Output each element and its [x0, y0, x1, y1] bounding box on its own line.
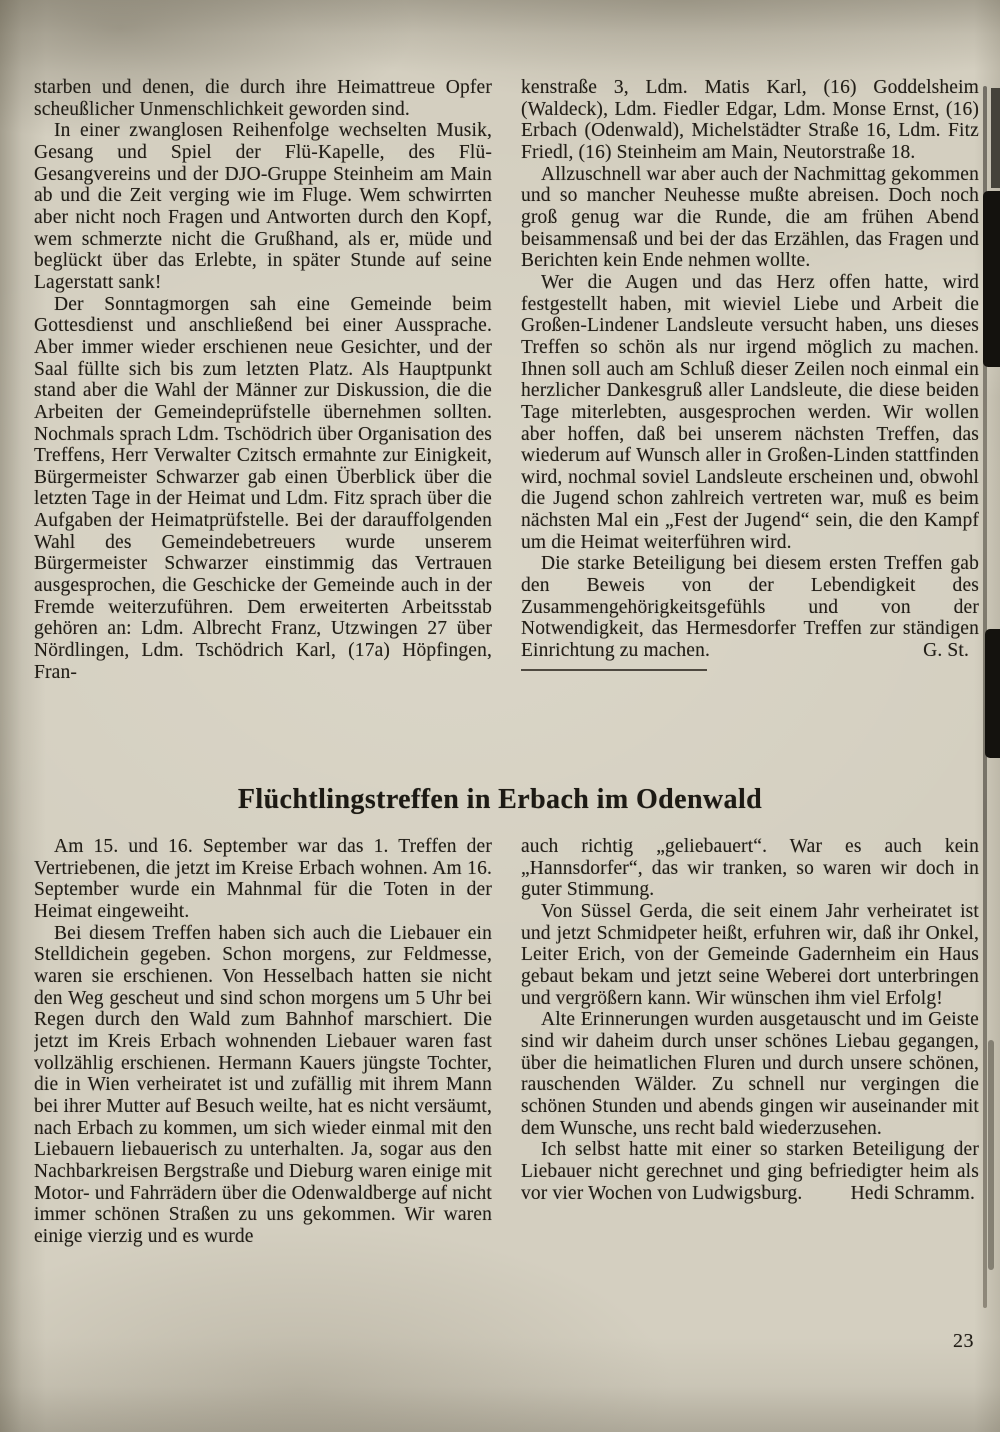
paragraph: auch richtig „geliebauert“. War es auch kein „Hannsdorfer“, das wir tranken, so waren wir doch in guter Stimmung. [521, 836, 979, 901]
paragraph: Allzuschnell war aber auch der Nachmittag gekommen und so mancher Neuhesse mußte abreisen. Doch noch groß genug war die Runde, die am frühen Abend beisammensaß und bei der das Erzählen, das Fragen und Berichten kein Ende nehmen wollte. [521, 163, 979, 272]
top-section-left-column [34, 77, 492, 789]
section-end-rule [521, 669, 707, 671]
paragraph: Wer die Augen und das Herz offen hatte, wird festgestellt haben, mit wieviel Liebe und Arbeit die Großen-Lindener Landsleute versucht haben, uns dieses Treffen so schön als nur irgend möglich zu machen. Ihnen soll auch am Schluß dieser Zeilen noch einmal ein herzlicher Dankesgruß aller Landsleute, die diese beiden Tage miterlebten, ausgesprochen werden. Wir wollen aber hoffen, daß bei unserem nächsten Treffen, das wiederum auf Wunsch aller in Großen-Linden stattfinden wird, nochmal soviel Landsleute erscheinen und, obwohl die Jugend schon zahlreich vertreten war, muß es beim nächsten Mal ein „Fest der Jugend“ sein, die den Kampf um die Heimat weiterführen wird. [521, 271, 979, 553]
paragraph: Am 15. und 16. September war das 1. Treffen der Vertriebenen, die jetzt im Kreise Erbach wohnen. Am 16. September wurde ein Mahnmal für die Toten in der Heimat eingeweiht. [34, 836, 492, 922]
scan-artifact [991, 88, 1000, 188]
top-section-right-column [521, 77, 979, 789]
paragraph: Alte Erinnerungen wurden ausgetauscht und im Geiste sind wir daheim durch unser schönes Liebau gegangen, über die heimatlichen Fluren und durch unsere schönen, rauschenden Wälder. Zu schnell nur vergingen die schönen Stunden und abends gingen wir auseinander mit dem Wunsche, uns recht bald wiederzusehen. [521, 1009, 979, 1139]
paragraph: starben und denen, die durch ihre Heimattreue Opfer scheußlicher Unmenschlichkeit geworden sind. [34, 77, 492, 120]
article-left-column [34, 836, 492, 1341]
paragraph: kenstraße 3, Ldm. Matis Karl, (16) Goddelsheim (Waldeck), Ldm. Fiedler Edgar, Ldm. Monse Ernst, (16) Erbach (Odenwald), Michelstädter Straße 16, Ldm. Fitz Friedl, (16) Steinheim am Main, Neutorstraße 18. [521, 77, 979, 163]
paragraph: In einer zwanglosen Reihenfolge wechselten Musik, Gesang und Spiel der Flü-Kapelle, des Flü-Gesangvereins und der DJO-Gruppe Steinheim am Main ab und die Zeit verging wie im Fluge. Wem schwirrten aber nicht noch Fragen und Antworten durch den Kopf, wem schmerzte nicht die Grußhand, als er, müde und beglückt über das Erlebte, in später Stunde auf seine Lagerstatt sank! [34, 120, 492, 293]
article-headline: Flüchtlingstreffen in Erbach im Odenwald [237, 784, 763, 815]
scan-artifact [988, 1040, 994, 1270]
author-initials: G. St. [923, 640, 969, 662]
page-number: 23 [953, 1330, 974, 1352]
paragraph: Bei diesem Treffen haben sich auch die Liebauer ein Stelldichein gegeben. Schon morgens, zur Feldmesse, waren sie erschienen. Von Hesselbach hatten sie nicht den Weg gescheut und sind schon morgens um 5 Uhr bei Regen durch den Wald zum Bahnhof marschiert. Die jetzt im Kreis Erbach wohnenden Liebauer waren fast vollzählig erschienen. Hermann Kauers jüngste Tochter, die in Wien verheiratet ist und zufällig mit ihrem Mann bei ihrer Mutter auf Besuch weilte, hat es nicht versäumt, nach Erbach zu kommen, um sich wieder einmal mit den Liebauern liebauerisch zu unterhalten. Ja, sogar aus den Nachbarkreisen Bergstraße und Dieburg waren einige mit Motor- und Fahrrädern über die Odenwaldberge auf nicht immer schönen Straßen zu uns gekommen. Wir waren einige vierzig und es wurde [34, 922, 492, 1247]
scan-artifact [985, 629, 1000, 758]
scan-artifact [983, 191, 1000, 367]
paragraph: Der Sonntagmorgen sah eine Gemeinde beim Gottesdienst und anschließend bei einer Aussprache. Aber immer wieder erschienen neue Gesichter, und der Saal füllte sich bis zum letzten Platz. Als Hauptpunkt stand aber die Wahl der Männer zur Diskussion, die die Arbeiten der Gemeindeprüfstelle übernehmen sollten. Nochmals sprach Ldm. Tschödrich über Organisation des Treffens, Herr Verwalter Czitsch ermahnte zur Einigkeit, Bürgermeister Schwarzer gab einen Überblick über die letzten Tage in der Heimat und Ldm. Fitz sprach über die Aufgaben der Heimatprüfstelle. Bei der darauffolgenden Wahl des Gemeindebetreuers wurde unserem Bürgermeister Schwarzer einstimmig das Vertrauen ausgesprochen, die Geschicke der Gemeinde auch in der Fremde weiterzuführen. Dem erweiterten Arbeitsstab gehören an: Ldm. Albrecht Franz, Utzwingen 27 über Nördlingen, Ldm. Tschödrich Karl, (17a) Höpfingen, Fran- [34, 293, 492, 683]
paragraph: Von Süssel Gerda, die seit einem Jahr verheiratet ist und jetzt Schmidpeter heißt, erfuhren wir, daß ihr Onkel, Leiter Erich, von der Gemeinde Gadernheim ein Haus gebaut bekam und jetzt seine Weberei dort unterbringen und vergrößern kann. Wir wünschen ihm viel Erfolg! [521, 900, 979, 1009]
article-right-column [521, 836, 979, 1341]
author-signature: Hedi Schramm. [850, 1182, 975, 1204]
paragraph: Die starke Beteiligung bei diesem ersten Treffen gab den Beweis von der Lebendigkeit des Zusammengehörigkeitsgefühls und von der Notwendigkeit, das Hermesdorfer Treffen zur ständigen Einrichtung zu machen. [521, 553, 979, 662]
paragraph: Ich selbst hatte mit einer so starken Beteiligung der Liebauer nicht gerechnet und ging befriedigter heim als vor vier Wochen von Ludwigsburg. [521, 1139, 979, 1204]
